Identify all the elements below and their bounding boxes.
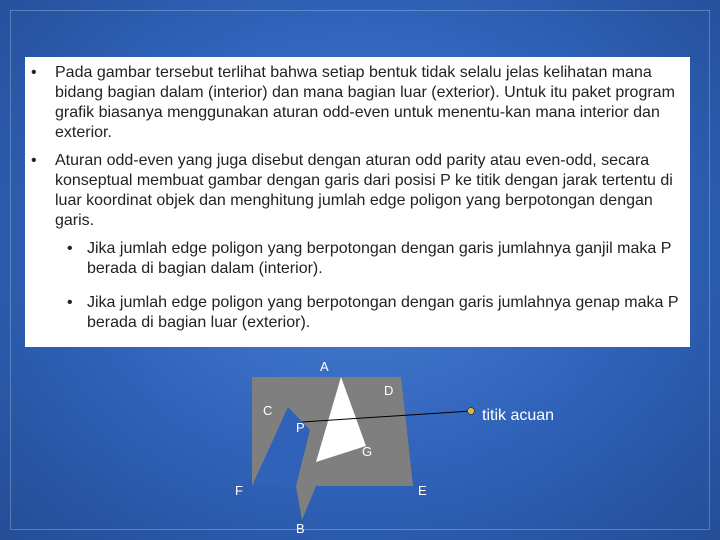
label-a: A bbox=[320, 359, 329, 374]
label-d: D bbox=[384, 383, 394, 398]
polygon-spike-b bbox=[296, 486, 316, 520]
label-c: C bbox=[263, 403, 273, 418]
label-reference-point: titik acuan bbox=[482, 407, 555, 424]
bullet-dot: • bbox=[31, 152, 37, 169]
bullet-dot: • bbox=[67, 240, 73, 257]
bullet-dot: • bbox=[67, 294, 73, 311]
label-e: E bbox=[418, 483, 427, 498]
label-b: B bbox=[296, 521, 305, 536]
label-g: G bbox=[362, 444, 373, 459]
label-f: F bbox=[235, 483, 243, 498]
bullet-text-1: Pada gambar tersebut terlihat bahwa setiap bentuk tidak selalu jelas kelihatan mana bidang bagian dalam (interior) dan mana bagian luar (exterior). Untuk itu paket program grafik biasanya menggunakan aturan odd-even untuk menentu-kan mana interior dan exterior. bbox=[55, 64, 675, 141]
reference-point-icon bbox=[468, 408, 475, 415]
bullet-text-2: Aturan odd-even yang juga disebut dengan aturan odd parity atau even-odd, secara konseptual membuat gambar dengan garis dari posisi P ke titik dengan jarak tertentu di luar koordinat objek dan menghitung jumlah edge poligon yang berpotongan dengan garis. bbox=[55, 152, 673, 229]
label-p: P bbox=[296, 420, 305, 435]
sub-bullet-text-odd: Jika jumlah edge poligon yang berpotongan dengan garis jumlahnya ganjil maka P berada di bagian dalam (interior). bbox=[87, 240, 672, 277]
bullet-dot: • bbox=[31, 64, 37, 81]
sub-bullet-text-even: Jika jumlah edge poligon yang berpotongan dengan garis jumlahnya genap maka P berada di bagian luar (exterior). bbox=[87, 294, 679, 331]
